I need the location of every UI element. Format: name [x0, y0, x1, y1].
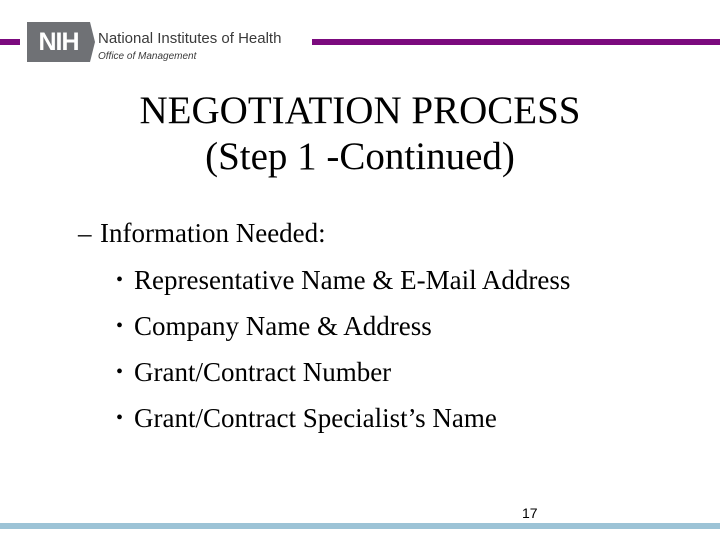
bullet-item	[116, 401, 570, 447]
nih-logo-chevron-icon	[90, 22, 95, 62]
bullet-icon: •	[116, 407, 124, 429]
dash-marker: –	[78, 218, 92, 248]
bullet-item	[116, 309, 570, 355]
slide-title-line-2: (Step 1 -Continued)	[205, 135, 515, 178]
bullet-list	[116, 263, 570, 447]
bullet-icon: •	[116, 269, 124, 291]
bullet-icon: •	[116, 315, 124, 337]
org-subtitle: Office of Management	[98, 51, 197, 62]
nih-logo: NIH	[27, 22, 90, 62]
header-left-accent-bar	[0, 39, 20, 45]
org-name: National Institutes of Health	[98, 30, 282, 47]
level1-text: Information Needed:	[100, 218, 326, 248]
bullet-item	[116, 355, 570, 401]
bullet-text: Grant/Contract Specialist’s Name	[134, 403, 497, 433]
page-number: 17	[522, 505, 538, 521]
level1-item	[78, 218, 326, 249]
slide-title-line-1: NEGOTIATION PROCESS	[139, 89, 581, 132]
slide-title	[0, 88, 720, 180]
bullet-text: Grant/Contract Number	[134, 357, 392, 387]
header-accent-rule	[312, 39, 720, 45]
bullet-item	[116, 263, 570, 309]
footer-rule	[0, 523, 720, 529]
bullet-text: Company Name & Address	[134, 311, 432, 341]
bullet-icon: •	[116, 361, 124, 383]
bullet-text: Representative Name & E-Mail Address	[134, 265, 571, 295]
